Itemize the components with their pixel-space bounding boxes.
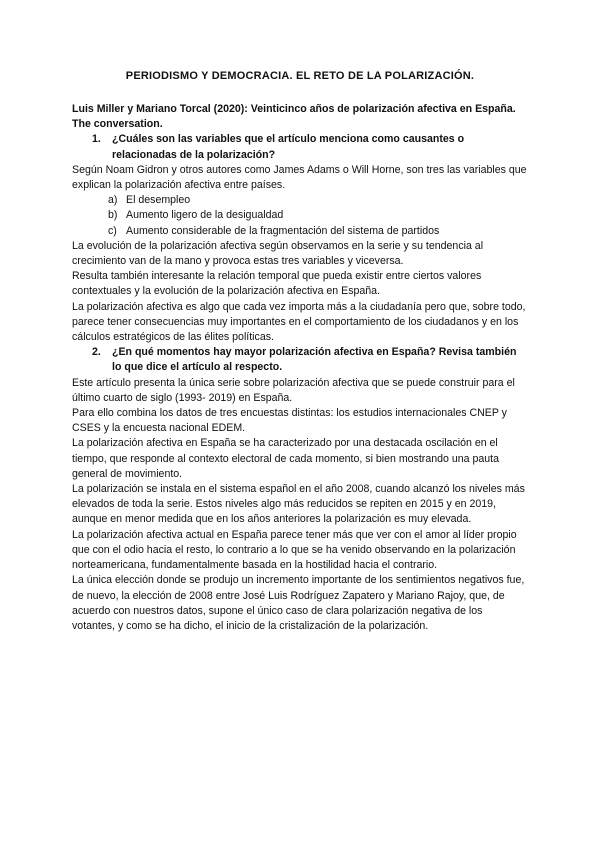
question-1-number: 1.	[92, 133, 101, 146]
question-2-number: 2.	[92, 346, 101, 359]
answer-1-intro: Según Noam Gidron y otros autores como James Adams o Will Horne, son tres las variables que explican la polarización afectiva entre países.	[72, 163, 527, 192]
answer-2-paragraph: La polarización se instala en el sistema español en el año 2008, cuando alcanzó los niveles más elevados de toda la serie. Estos niveles algo más reducidos se repiten en 2015 y en 2019, aunque en menor medida que en los años anteriores la polarización es muy elevada.	[72, 483, 525, 526]
list-item: a) El desempleo	[108, 194, 191, 207]
answer-2-paragraph: La única elección donde se produjo un incremento importante de los sentimientos negativos fue, de nuevo, la elección de 2008 entre José Luis Rodríguez Zapatero y Mariano Rajoy, que, de acuerdo con nuestros datos, supone el único caso de clara polarización negativa de los votantes, y como se ha dicho, el inicio de la cristalización de la polarización.	[72, 574, 525, 632]
variables-list	[72, 193, 527, 239]
document-body	[72, 102, 527, 634]
answer-1-paragraph: Resulta también interesante la relación temporal que pueda existir entre ciertos valores contextuales y la evolución de la polarización afectiva en España.	[72, 270, 482, 298]
answer-2-paragraph: La polarización afectiva en España se ha caracterizado por una destacada oscilación en el tiempo, que responde al contexto electoral de cada momento, si bien mostrando una pauta general de movimiento.	[72, 437, 499, 480]
list-item: b) Aumento ligero de la desigualdad	[108, 209, 284, 222]
answer-1-paragraph: La polarización afectiva es algo que cada vez importa más a la ciudadanía pero que, sobre todo, parece tener consecuencias muy importantes en el comportamiento de los ciudadanos y en los cálculos estratégicos de las élites políticas.	[72, 300, 526, 344]
list-item: c) Aumento considerable de la fragmentación del sistema de partidos	[108, 224, 440, 237]
question-2	[72, 345, 527, 375]
question-2-text: ¿En qué momentos hay mayor polarización afectiva en España? Revisa también lo que dice el artículo al respecto.	[112, 346, 517, 374]
document-title: PERIODISMO Y DEMOCRACIA. EL RETO DE LA POLARIZACIÓN.	[125, 70, 475, 82]
question-1-text: ¿Cuáles son las variables que el artículo menciona como causantes o relacionadas de la polarización?	[112, 133, 465, 161]
answer-2-paragraph: Para ello combina los datos de tres encuestas distintas: los estudios internacionales CNEP y CSES y la encuesta nacional EDEM.	[72, 407, 507, 435]
answer-2-paragraph: La polarización afectiva actual en España parece tener más que ver con el amor al líder propio que con el odio hacia el resto, lo contrario a lo que se ha venido observando en la polarización norteamericana, fundamentalmente basada en la hostilidad hacia el contrario.	[72, 528, 517, 572]
article-reference: Luis Miller y Mariano Torcal (2020): Veinticinco años de polarización afectiva en España. The conversation.	[72, 103, 516, 131]
answer-2-paragraph: Este artículo presenta la única serie sobre polarización afectiva que se puede construir para el último cuarto de siglo (1993- 2019) en España.	[72, 376, 515, 404]
question-1	[72, 132, 527, 162]
answer-1-paragraph: La evolución de la polarización afectiva según observamos en la serie y su tendencia al crecimiento van de la mano y provoca estas tres variables y viceversa.	[72, 239, 484, 268]
